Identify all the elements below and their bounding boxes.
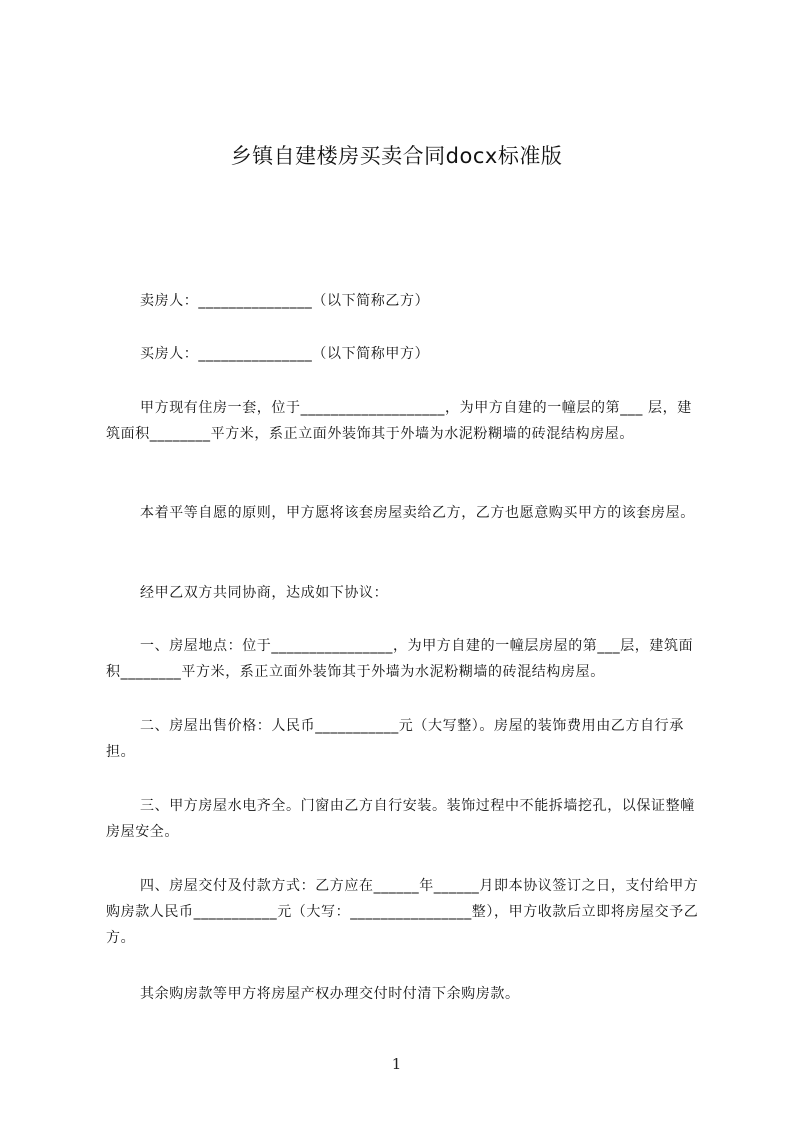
principle-paragraph: 本着平等自愿的原则，甲方愿将该套房屋卖给乙方，乙方也愿意购买甲方的该套房屋。: [140, 505, 695, 521]
buyer-line: 买房人：_______________（以下简称甲方）: [140, 346, 430, 362]
clause-2-price: 二、房屋出售价格：人民币___________元（大写整）。房屋的装饰费用由乙方自行承担。: [106, 718, 684, 760]
property-description-paragraph: 甲方现有住房一套，位于___________________，为甲方自建的一幢层的第___ 层，建筑面积________平方米，系正立面外装饰其于外墙为水泥粉糊墙的砖混结构房屋。: [106, 400, 692, 442]
remaining-payment-paragraph: 其余购房款等甲方将房屋产权办理交付时付清下余购房款。: [140, 986, 520, 1002]
agreement-intro-paragraph: 经甲乙双方共同协商，达成如下协议：: [140, 585, 389, 601]
document-title: 乡镇自建楼房买卖合同docx标准版: [230, 144, 563, 168]
clause-3-utilities: 三、甲方房屋水电齐全。门窗由乙方自行安装。装饰过程中不能拆墙挖孔，以保证整幢房屋安全。: [106, 798, 695, 840]
seller-line: 卖房人：_______________（以下简称乙方）: [140, 293, 430, 309]
clause-4-payment: 四、房屋交付及付款方式：乙方应在______年______月即本协议签订之日，支付给甲方购房款人民币___________元（大写：________________整），甲方收款后立即将房屋交予乙方。: [106, 878, 699, 946]
clause-1-location: 一、房屋地点：位于________________，为甲方自建的一幢层房屋的第___层，建筑面积________平方米，系正立面外装饰其于外墙为水泥粉糊墙的砖混结构房屋。: [106, 638, 694, 680]
page-number: 1: [391, 1055, 402, 1073]
